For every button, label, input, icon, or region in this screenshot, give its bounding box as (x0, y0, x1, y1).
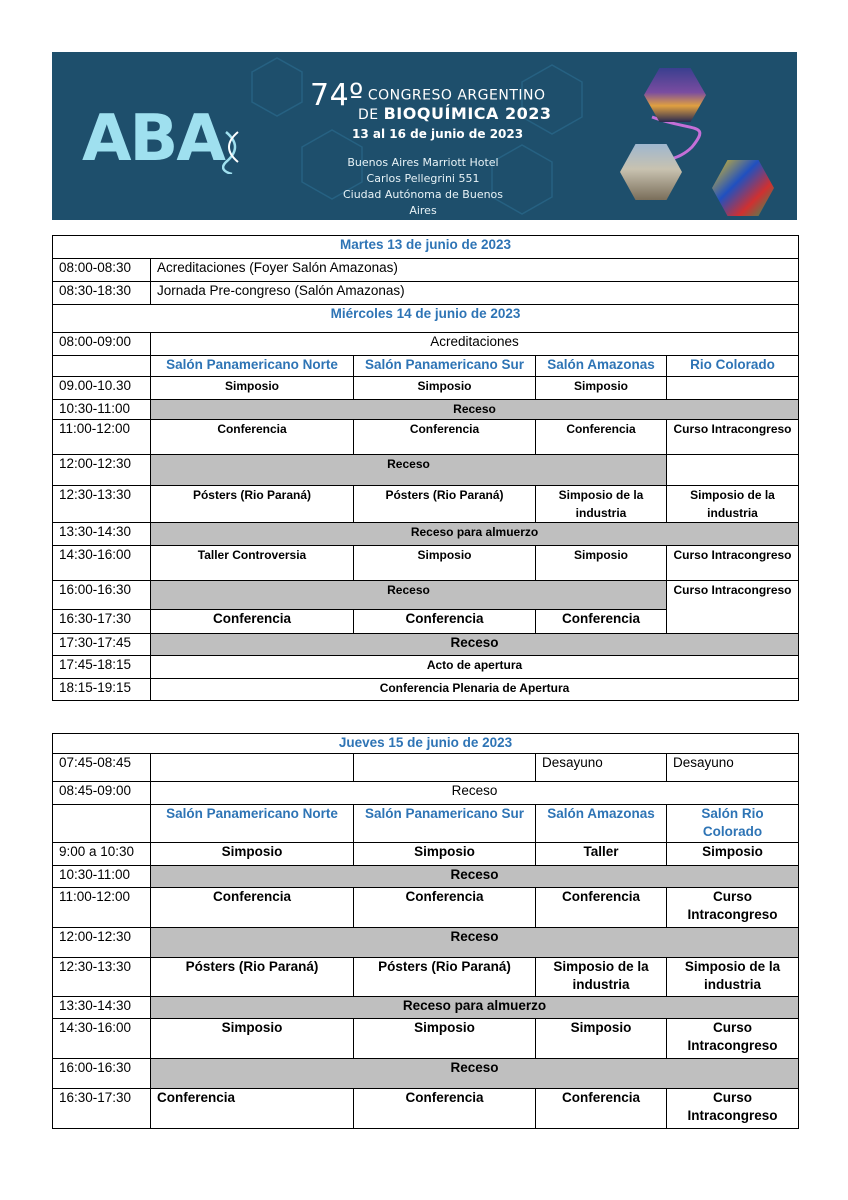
dna-icon (222, 130, 242, 174)
lunch-break-cell: Receso para almuerzo (151, 523, 799, 546)
break-cell: Receso (151, 928, 799, 958)
time-cell: 16:00-16:30 (53, 581, 151, 610)
plenary-conference-cell: Conferencia Plenaria de Apertura (151, 679, 799, 701)
congress-venue (338, 155, 508, 219)
time-cell: 14:30-16:00 (53, 1019, 151, 1059)
congress-banner (52, 52, 797, 220)
room-header-amazonas: Salón Amazonas (536, 805, 667, 843)
breakfast-cell: Desayuno (667, 754, 799, 782)
empty-cell (667, 455, 799, 486)
session-cell: Simposio (151, 1019, 354, 1059)
session-cell: Taller (536, 843, 667, 866)
room-header-rio-colorado: Salón Rio Colorado (667, 805, 799, 843)
header-empty-cell (53, 356, 151, 377)
opening-act-cell: Acto de apertura (151, 656, 799, 679)
time-cell: 16:00-16:30 (53, 1059, 151, 1089)
time-cell: 12:30-13:30 (53, 958, 151, 997)
session-cell: Simposio (354, 377, 536, 400)
venue-line2: Carlos Pellegrini 551 (366, 172, 480, 185)
schedule-table-tue-wed (52, 235, 799, 701)
session-cell: Simposio de la industria (667, 958, 799, 997)
time-cell: 13:30-14:30 (53, 523, 151, 546)
session-cell: Pósters (Rio Paraná) (151, 958, 354, 997)
edition-number: 74º (310, 78, 364, 113)
session-cell: Conferencia (536, 888, 667, 928)
session-cell: Conferencia (354, 888, 536, 928)
session-cell (667, 377, 799, 400)
session-cell: Simposio de la industria (667, 486, 799, 523)
session-cell: Simposio (354, 843, 536, 866)
session-cell: Curso Intracongreso (667, 1019, 799, 1059)
time-cell: 12:00-12:30 (53, 928, 151, 958)
session-cell: Conferencia (354, 1089, 536, 1129)
session-cell: Simposio de la industria (536, 486, 667, 523)
day-title-tuesday: Martes 13 de junio de 2023 (53, 236, 799, 259)
session-cell: Conferencia (151, 888, 354, 928)
session-cell: Conferencia (151, 420, 354, 455)
time-cell: 11:00-12:00 (53, 888, 151, 928)
session-cell: Simposio de la industria (536, 958, 667, 997)
venue-line3: Ciudad Autónoma de Buenos Aires (342, 188, 504, 217)
activity-cell: Acreditaciones (Foyer Salón Amazonas) (151, 259, 799, 282)
room-header-amazonas: Salón Amazonas (536, 356, 667, 377)
session-cell: Conferencia (536, 420, 667, 455)
session-cell: Pósters (Rio Paraná) (354, 958, 536, 997)
day-title-wednesday: Miércoles 14 de junio de 2023 (53, 305, 799, 333)
time-cell: 11:00-12:00 (53, 420, 151, 455)
time-cell: 12:30-13:30 (53, 486, 151, 523)
session-cell: Curso Intracongreso (667, 546, 799, 581)
title-line2-prefix: DE (358, 107, 379, 123)
time-cell: 14:30-16:00 (53, 546, 151, 581)
session-cell: Curso Intracongreso (667, 420, 799, 455)
break-cell: Receso (151, 782, 799, 805)
header-empty-cell (53, 805, 151, 843)
session-cell: Pósters (Rio Paraná) (354, 486, 536, 523)
activity-cell: Jornada Pre-congreso (Salón Amazonas) (151, 282, 799, 305)
breakfast-cell (151, 754, 354, 782)
break-cell: Receso (151, 400, 799, 420)
schedule-table-thu (52, 733, 799, 1129)
time-cell: 17:45-18:15 (53, 656, 151, 679)
session-cell: Conferencia (151, 610, 354, 634)
session-cell: Simposio (536, 377, 667, 400)
day-title-thursday: Jueves 15 de junio de 2023 (53, 734, 799, 754)
time-cell: 08:30-18:30 (53, 282, 151, 305)
title-line1-text: CONGRESO ARGENTINO (367, 87, 546, 104)
break-cell: Receso (151, 866, 799, 888)
time-cell: 08:00-08:30 (53, 259, 151, 282)
session-cell: Simposio (536, 546, 667, 581)
congress-dates: 13 al 16 de junio de 2023 (352, 127, 524, 141)
time-cell: 07:45-08:45 (53, 754, 151, 782)
title-line2-bold: BIOQUÍMICA 2023 (383, 104, 552, 123)
room-header-panamericano-sur: Salón Panamericano Sur (354, 805, 536, 843)
session-cell: Conferencia (354, 610, 536, 634)
room-header-panamericano-norte: Salón Panamericano Norte (151, 805, 354, 843)
time-cell: 12:00-12:30 (53, 455, 151, 486)
time-cell: 08:00-09:00 (53, 333, 151, 356)
time-cell: 09.00-10.30 (53, 377, 151, 400)
session-cell: Simposio (151, 377, 354, 400)
room-header-panamericano-norte: Salón Panamericano Norte (151, 356, 354, 377)
break-cell: Receso (151, 455, 667, 486)
time-cell: 16:30-17:30 (53, 1089, 151, 1129)
time-cell: 10:30-11:00 (53, 866, 151, 888)
venue-line1: Buenos Aires Marriott Hotel (347, 156, 499, 169)
time-cell: 10:30-11:00 (53, 400, 151, 420)
time-cell: 08:45-09:00 (53, 782, 151, 805)
time-cell: 17:30-17:45 (53, 634, 151, 656)
time-cell: 13:30-14:30 (53, 997, 151, 1019)
session-cell: Curso Intracongreso (667, 1089, 799, 1129)
session-cell: Conferencia (354, 420, 536, 455)
time-cell: 16:30-17:30 (53, 610, 151, 634)
session-cell: Curso Intracongreso (667, 581, 799, 634)
session-cell: Conferencia (536, 610, 667, 634)
session-cell: Simposio (354, 1019, 536, 1059)
session-cell: Taller Controversia (151, 546, 354, 581)
lunch-break-cell: Receso para almuerzo (151, 997, 799, 1019)
break-cell: Receso (151, 634, 799, 656)
breakfast-cell (354, 754, 536, 782)
session-cell: Simposio (354, 546, 536, 581)
break-cell: Receso (151, 1059, 799, 1089)
session-cell: Pósters (Rio Paraná) (151, 486, 354, 523)
break-cell: Receso (151, 581, 667, 610)
room-header-panamericano-sur: Salón Panamericano Sur (354, 356, 536, 377)
breakfast-cell: Desayuno (536, 754, 667, 782)
session-cell: Conferencia (151, 1089, 354, 1129)
aba-logo: ABA (82, 102, 224, 176)
session-cell: Simposio (667, 843, 799, 866)
room-header-rio-colorado: Rio Colorado (667, 356, 799, 377)
session-cell: Conferencia (536, 1089, 667, 1129)
accreditation-cell: Acreditaciones (151, 333, 799, 356)
session-cell: Curso Intracongreso (667, 888, 799, 928)
session-cell: Simposio (151, 843, 354, 866)
time-cell: 9:00 a 10:30 (53, 843, 151, 866)
congress-title-line2 (358, 104, 552, 123)
session-cell: Simposio (536, 1019, 667, 1059)
time-cell: 18:15-19:15 (53, 679, 151, 701)
